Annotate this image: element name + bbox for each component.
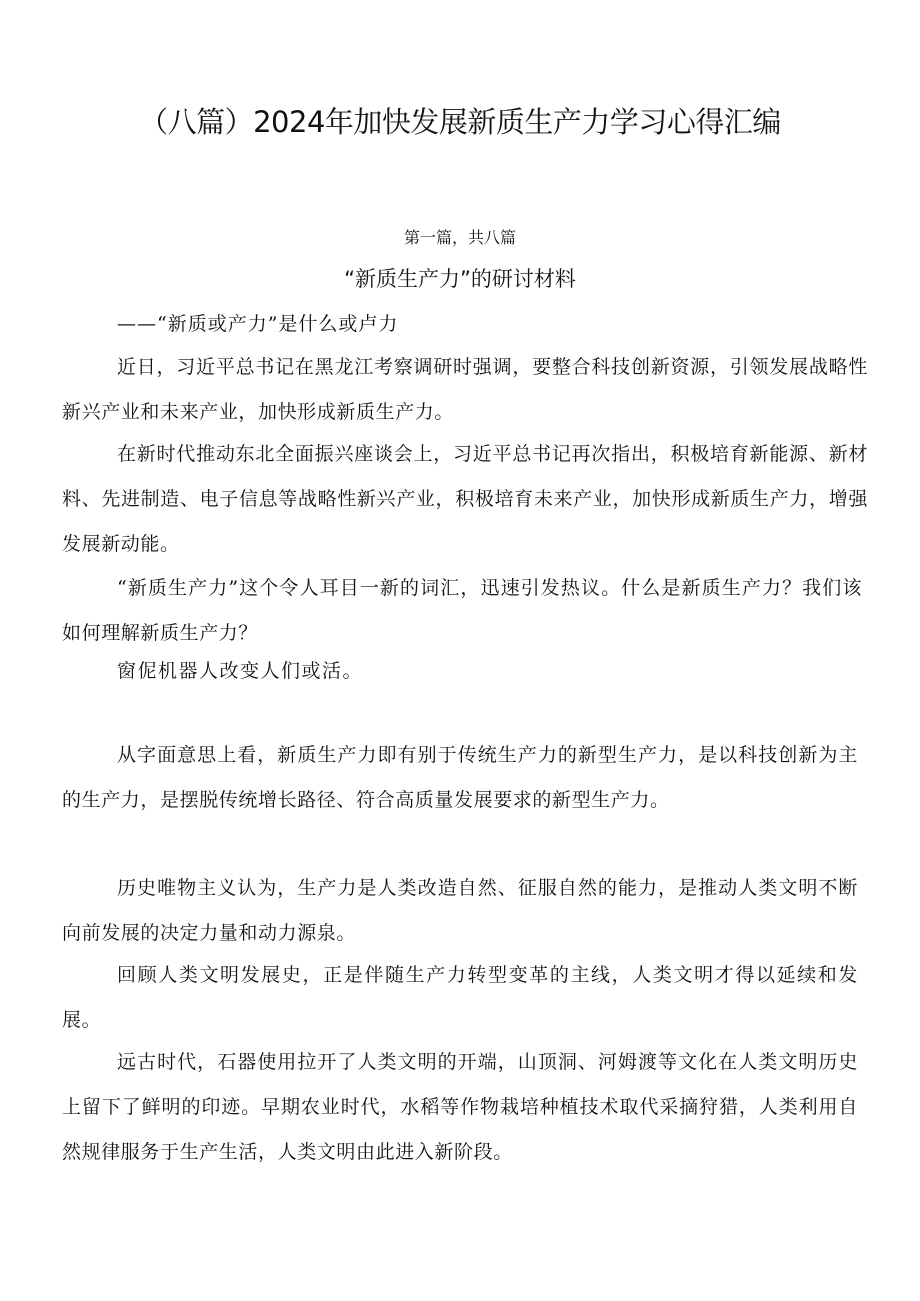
part-label: 第一篇，共八篇 <box>403 228 516 247</box>
paragraph: 回顾人类文明发展史，正是伴随生产力转型变革的主线，人类文明才得以延续和发展。 <box>62 964 858 1031</box>
paragraph: 远古时代，石器使用拉开了人类文明的开端，山顶洞、河姆渡等文化在人类文明历史上留下了鲜明的印迹。早期农业时代，水稻等作物栽培种植技术取代采摘狩猎，人类利用自然规律服务于生产生活，人类文明由此进入新阶段。 <box>62 1051 858 1163</box>
paragraph: 近日，习近平总书记在黑龙江考察调研时强调，要整合科技创新资源，引领发展战略性新兴产业和未来产业，加快形成新质生产力。 <box>62 356 868 423</box>
paragraph: “新质生产力”这个令人耳目一新的词汇，迅速引发热议。什么是新质生产力？我们该如何理解新质生产力？ <box>62 577 862 644</box>
article-title: “新质生产力”的研讨材料 <box>344 267 576 291</box>
paragraph: 历史唯物主义认为，生产力是人类改造自然、征服自然的能力，是推动人类文明不断向前发展的决定力量和动力源泉。 <box>62 877 858 944</box>
paragraph: 从字面意思上看，新质生产力即有别于传统生产力的新型生产力，是以科技创新为主的生产力，是摆脱传统增长路径、符合高质量发展要求的新型生产力。 <box>62 744 858 811</box>
document-title: （八篇）2024年加快发展新质生产力学习心得汇编 <box>139 105 781 139</box>
paragraph: 窗伲机器人改变人们或活。 <box>117 660 364 682</box>
article-subtitle: ——“新质或产力”是什么或卢力 <box>117 313 399 335</box>
paragraph: 在新时代推动东北全面振兴座谈会上，习近平总书记再次指出，积极培育新能源、新材料、先进制造、电子信息等战略性新兴产业，积极培育未来产业，加快形成新质生产力，增强发展新动能。 <box>62 443 868 555</box>
